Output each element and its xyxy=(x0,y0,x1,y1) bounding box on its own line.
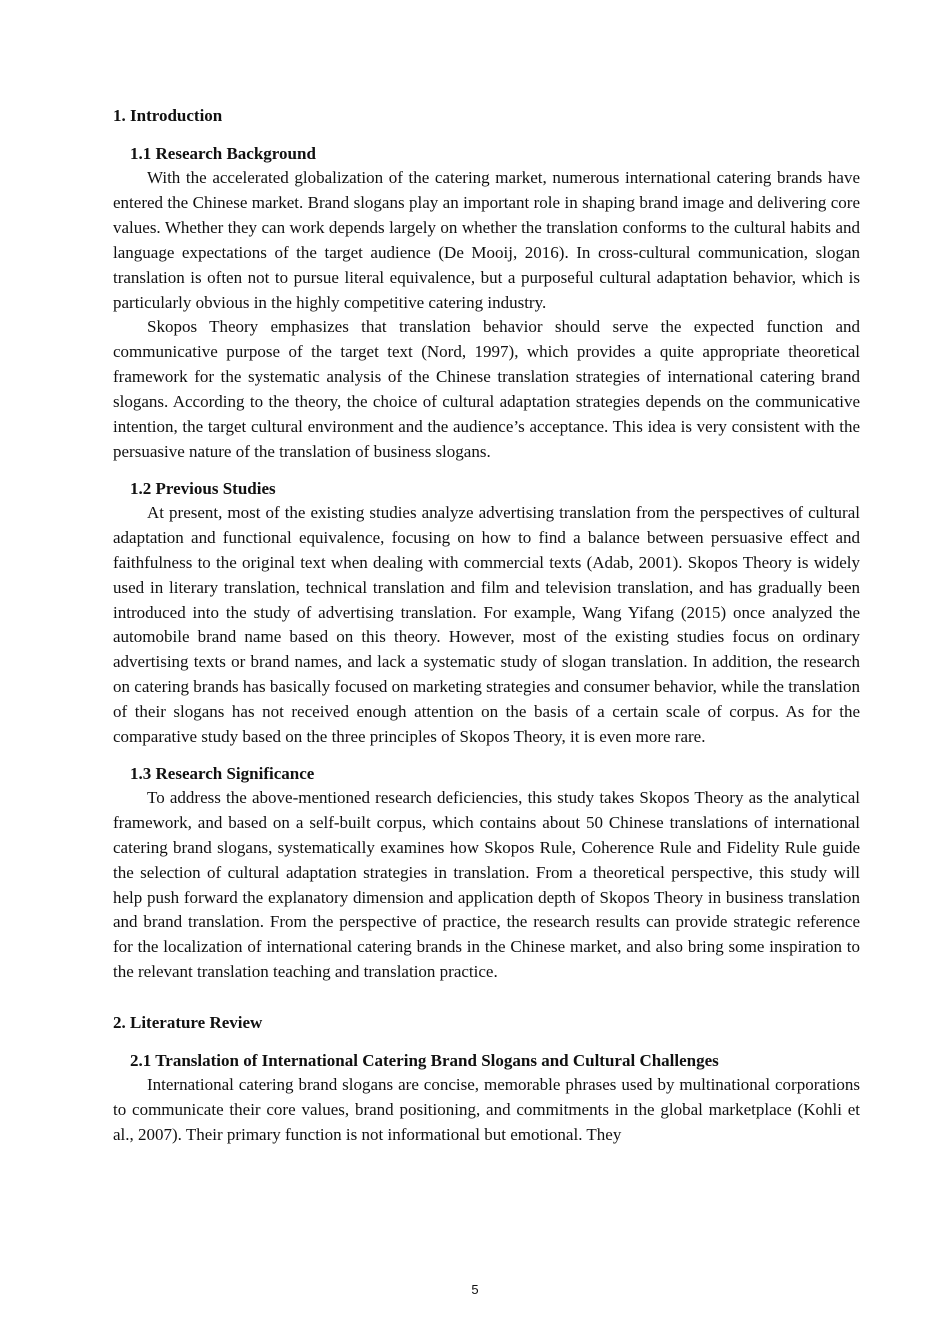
page-number: 5 xyxy=(471,1282,479,1297)
subsection-heading-slogan-translation: 2.1 Translation of International Catering Brand Slogans and Cultural Challenges xyxy=(130,1051,719,1071)
subsection-heading-research-significance: 1.3 Research Significance xyxy=(130,763,315,783)
section-heading-introduction: 1. Introduction xyxy=(113,106,223,125)
subsection-heading-previous-studies: 1.2 Previous Studies xyxy=(130,478,276,498)
subsection-heading-research-background: 1.1 Research Background xyxy=(130,144,316,163)
paragraph-previous-studies-1: At present, most of the existing studies analyze advertising translation from the perspectives of cultural adaptation and functional equivalence, focusing on how to find a balance between persuasive effect and faithfulness to the original text when dealing with commercial texts (Adab, 2001). Skopos Theory is widely used in literary translation, technical translation and film and television translation, and has gradually been introduced into the study of advertising translation. For example, Wang Yifang (2015) once analyzed the automobile brand name based on this theory. However, most of the existing studies focus on ordinary advertising texts or brand names, and lack a systematic study of slogan translation. In addition, the research on catering brands has basically focused on marketing strategies and consumer behavior, while the translation of their slogans has not received enough attention on the basis of a certain scale of corpus. As for the comparative study based on the three principles of Skopos Theory, it is even more rare. xyxy=(113,502,860,747)
paragraph-slogan-translation-1: International catering brand slogans are concise, memorable phrases used by multinational corporations to communicate their core values, brand positioning, and commitments in the global marketplace (Kohli et al., 2007). Their primary function is not informational but emotional. They xyxy=(113,1075,860,1144)
paragraph-research-background-1: With the accelerated globalization of the catering market, numerous international catering brands have entered the Chinese market. Brand slogans play an important role in shaping brand image and delivering core values. Whether they can work depends largely on whether the translation conforms to the cultural habits and language expectations of the target audience (De Mooij, 2016). In cross-cultural communication, slogan translation is often not to pursue literal equivalence, but a purposeful cultural adaptation behavior, which is particularly obvious in the highly competitive catering industry. xyxy=(113,168,860,312)
paragraph-research-background-2: Skopos Theory emphasizes that translation behavior should serve the expected function and communicative purpose of the target text (Nord, 1997), which provides a quite appropriate theoretical framework for the systematic analysis of the Chinese translation strategies of international catering brand slogans. According to the theory, the choice of cultural adaptation strategies depends on the communicative intention, the target cultural environment and the audience’s acceptance. This idea is very consistent with the persuasive nature of the translation of business slogans. xyxy=(113,317,860,461)
section-heading-literature-review: 2. Literature Review xyxy=(113,1013,263,1033)
paragraph-research-significance-1: To address the above-mentioned research deficiencies, this study takes Skopos Theory as the analytical framework, and based on a self-built corpus, which contains about 50 Chinese translations of international catering brand slogans, systematically examines how Skopos Rule, Coherence Rule and Fidelity Rule guide the selection of cultural adaptation strategies in translation. From a theoretical perspective, this study will help push forward the explanatory dimension and application depth of Skopos Theory in business translation and brand translation. From the perspective of practice, the research results can provide strategic reference for the localization of international catering brands in the Chinese market, and also bring some inspiration to the relevant translation teaching and translation practice. xyxy=(113,787,860,982)
